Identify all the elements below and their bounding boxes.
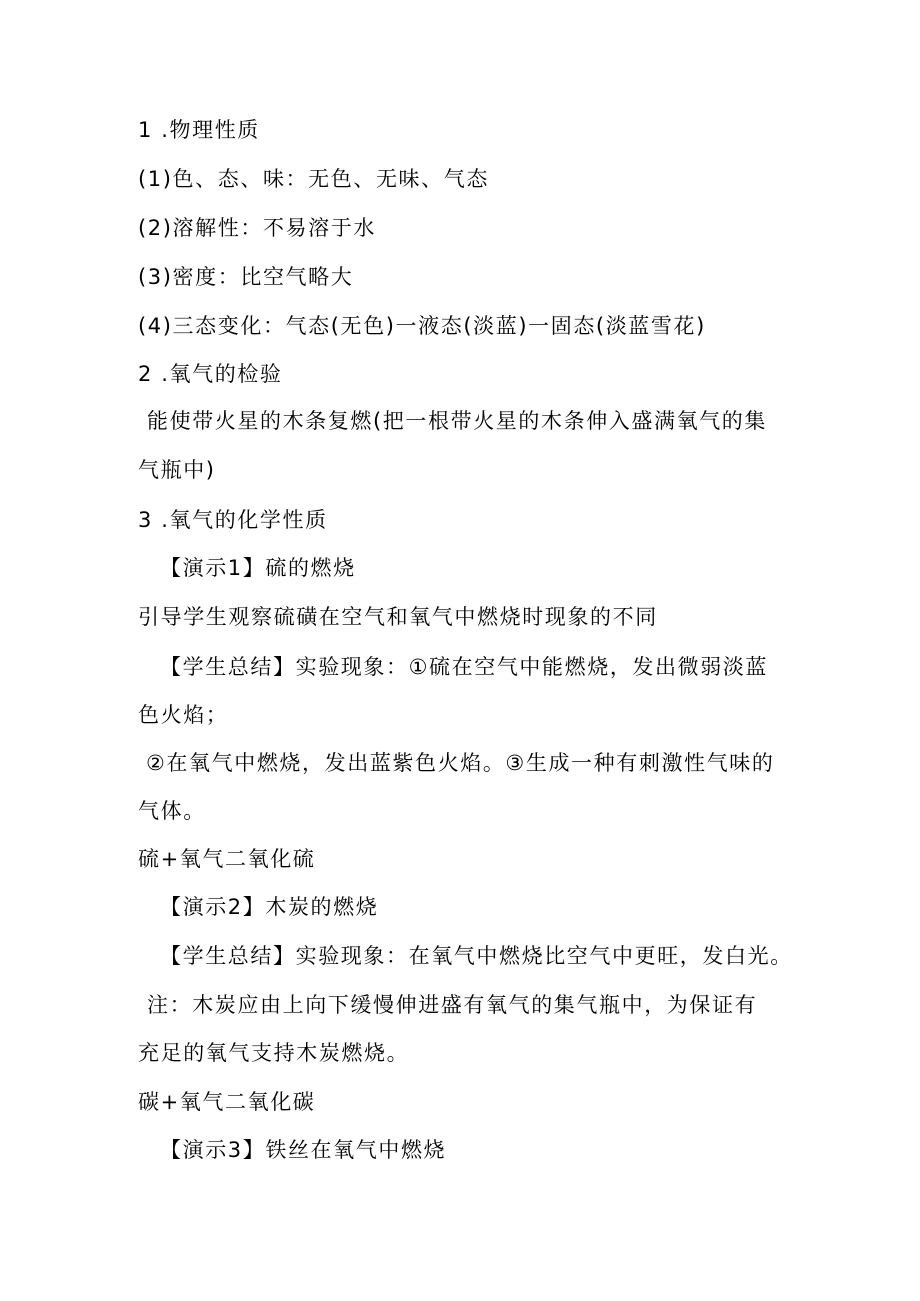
property-color-state-smell: (1)色、态、味：无色、无味、气态 bbox=[138, 167, 489, 191]
demo-2-note-line-2: 充足的氧气支持木炭燃烧。 bbox=[138, 1041, 410, 1065]
carbon-reaction-equation: 碳+氧气二氧化碳 bbox=[138, 1090, 316, 1114]
demo-1-summary-line-3: ②在氧气中燃烧，发出蓝紫色火焰。③生成一种有刺激性气味的 bbox=[146, 751, 775, 775]
sulfur-reaction-equation: 硫+氧气二氧化硫 bbox=[138, 847, 316, 871]
demo-2-summary: 【学生总结】实验现象：在氧气中燃烧比空气中更旺，发白光。 bbox=[160, 944, 793, 968]
heading-chemical-properties: 3 .氧气的化学性质 bbox=[138, 508, 328, 532]
demo-1-title: 【演示1】硫的燃烧 bbox=[160, 556, 356, 580]
oxygen-test-text-line-2: 气瓶中) bbox=[138, 458, 216, 482]
oxygen-test-text-line-1: 能使带火星的木条复燃(把一根带火星的木条伸入盛满氧气的集 bbox=[147, 409, 767, 433]
property-three-states: (4)三态变化：气态(无色)一液态(淡蓝)一固态(淡蓝雪花) bbox=[138, 314, 706, 338]
demo-3-title: 【演示3】铁丝在氧气中燃烧 bbox=[160, 1138, 447, 1162]
heading-physical-properties: 1 .物理性质 bbox=[138, 118, 260, 142]
property-solubility: (2)溶解性：不易溶于水 bbox=[138, 216, 376, 240]
demo-1-summary-line-4: 气体。 bbox=[138, 799, 206, 823]
demo-1-guidance: 引导学生观察硫磺在空气和氧气中燃烧时现象的不同 bbox=[138, 605, 658, 629]
demo-2-title: 【演示2】木炭的燃烧 bbox=[160, 895, 379, 919]
property-density: (3)密度：比空气略大 bbox=[138, 265, 354, 289]
demo-1-summary-line-2: 色火焰； bbox=[138, 703, 229, 727]
demo-1-summary-line-1: 【学生总结】实验现象：①硫在空气中能燃烧，发出微弱淡蓝 bbox=[160, 655, 769, 679]
demo-2-note-line-1: 注：木炭应由上向下缓慢伸进盛有氧气的集气瓶中，为保证有 bbox=[147, 993, 758, 1017]
heading-oxygen-test: 2 .氧气的检验 bbox=[138, 362, 283, 386]
